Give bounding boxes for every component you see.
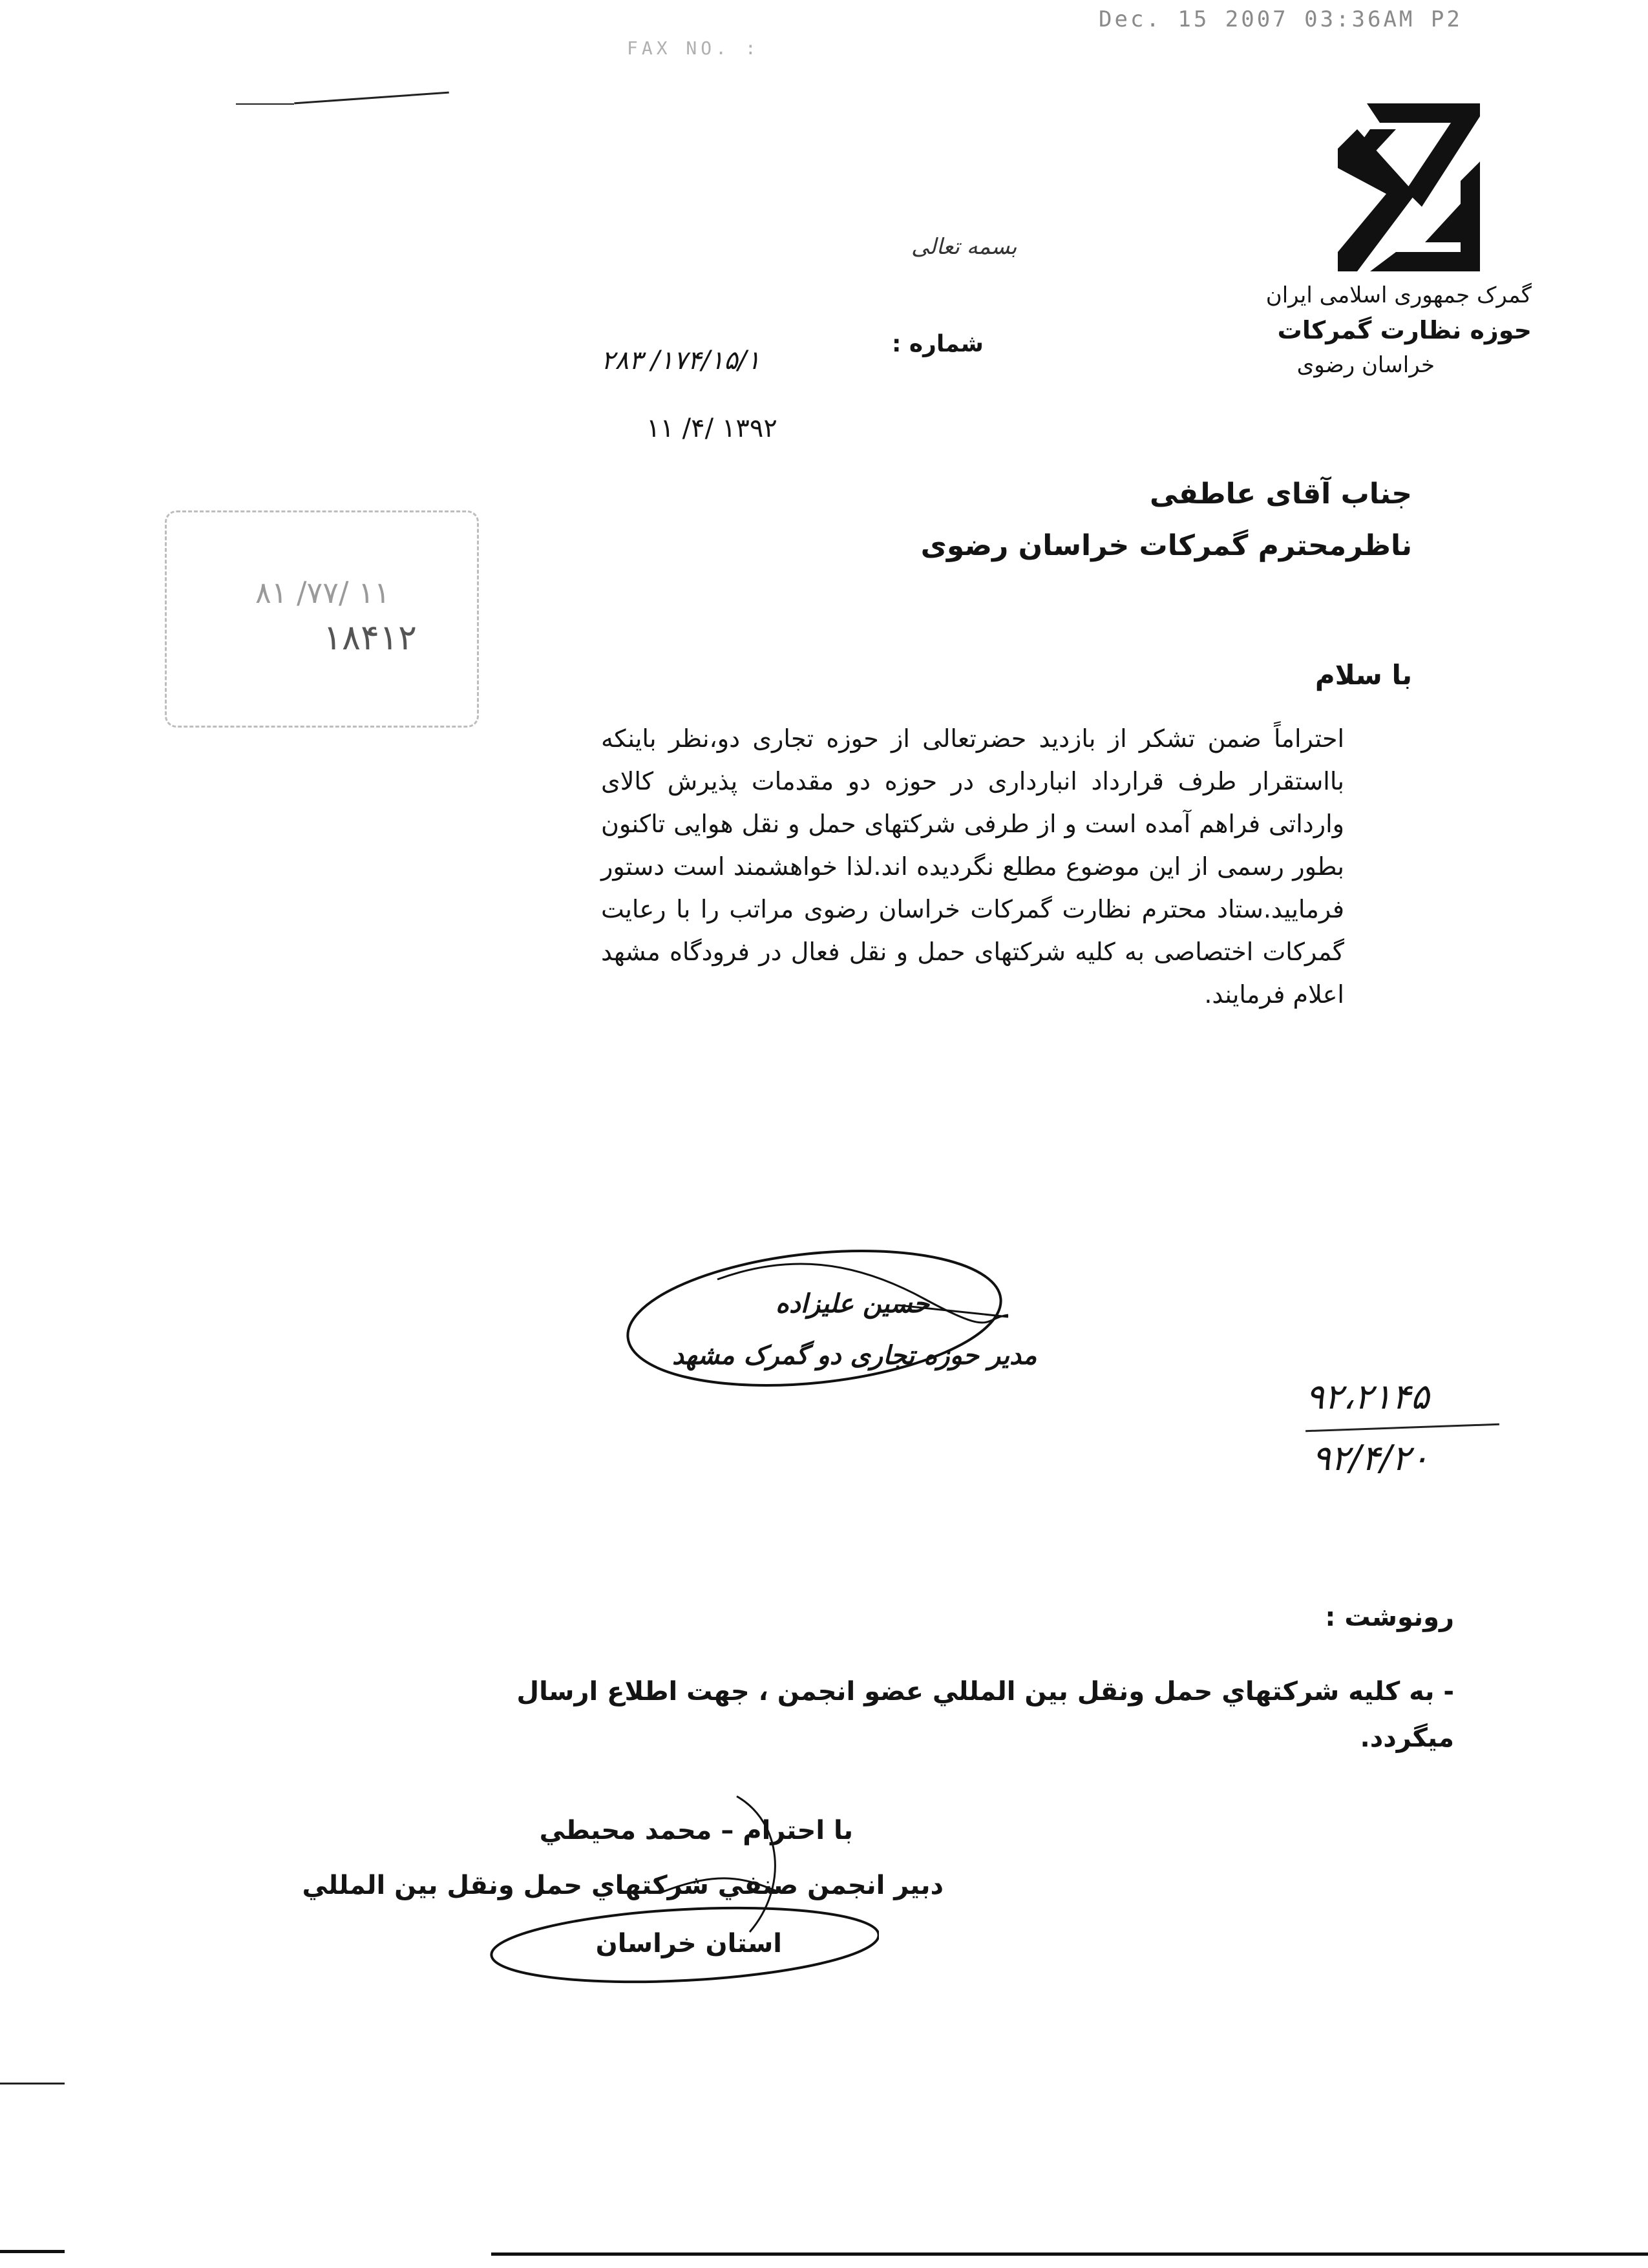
- scan-edge-line: [0, 2250, 65, 2253]
- header-script: بسمه تعالی: [911, 234, 1017, 260]
- received-stamp: [165, 510, 479, 728]
- closing-title: دبير انجمن صنفي شركتهاي حمل ونقل بين المللي: [302, 1871, 944, 1900]
- org-line-1: گمرک جمهوری اسلامی ایران: [1265, 282, 1532, 308]
- addressee-title: ناظرمحترم گمرکات خراسان رضوی: [920, 529, 1412, 562]
- addressee-block: [701, 468, 1412, 572]
- handwritten-registration-number: ۹۲،۲۱۴۵: [1305, 1376, 1430, 1417]
- closing-regards: با احترام – محمد محيطي: [539, 1816, 853, 1845]
- org-line-2: حوزه نظارت گمرکات: [1277, 316, 1532, 344]
- page-bottom-rule: [491, 2252, 1648, 2256]
- received-stamp-date: ۸۱ /۷۷/ ۱۱: [255, 575, 390, 610]
- received-stamp-number: ۱۸۴۱۲: [323, 617, 417, 658]
- org-line-3: خراسان رضوی: [1296, 352, 1435, 378]
- addressee-name: جناب آقای عاطفی: [1150, 478, 1412, 510]
- scan-mark-line: [236, 103, 294, 105]
- fax-header: Dec. 15 2007 03:36AM P2: [1099, 6, 1463, 32]
- letter-body: احتراماً ضمن تشکر از بازدید حضرتعالی از حوزه تجاری دو،نظر باینکه بااستقرار طرف قرارداد انبارداری در حوزه دو مقدمات پذیرش کالای وارداتی فراهم آمده است و از طرفی شرکتهای حمل و نقل هوایی تاکنون بطور رسمی از این موضوع مطلع نگردیده اند.لذا خواهشمند است دستور فرمایید.ستاد محترم نظارت گمرکات خراسان رضوی مراتب را با رعایت گمرکات اختصاصی به کلیه شرکتهای حمل و نقل فعال در فرودگاه مشهد اعلام فرمایند.: [601, 724, 1344, 1009]
- closing-province: استان خراسان: [595, 1929, 782, 1958]
- signatory-title: مدیر حوزه تجاری دو گمرک مشهد: [672, 1341, 1037, 1370]
- signatory-name: حسین علیزاده: [776, 1289, 929, 1319]
- handwritten-underline: [1305, 1423, 1499, 1432]
- scan-mark-line: [294, 92, 449, 105]
- letter-date-value: ۱۳۹۲ /۴/ ۱۱: [646, 414, 777, 443]
- organization-header: [1196, 278, 1532, 383]
- customs-logo-icon: [1331, 97, 1486, 278]
- cc-recipients: - به كليه شركتهاي حمل ونقل بين المللي عضو انجمن ، جهت اطلاع ارسال ميگردد.: [516, 1677, 1454, 1753]
- cc-label: رونوشت :: [1325, 1602, 1454, 1632]
- greeting: با سلام: [1315, 659, 1412, 691]
- handwritten-date: ۹۲/۴/۲۰: [1312, 1438, 1430, 1478]
- fax-number-label: FAX NO. :: [627, 37, 760, 59]
- letter-number-label: شماره :: [892, 331, 984, 357]
- scan-edge-mark: [0, 2083, 65, 2084]
- letter-number-value: ۱۷۴/۱۵/۱/ ۲۸۳: [601, 346, 761, 375]
